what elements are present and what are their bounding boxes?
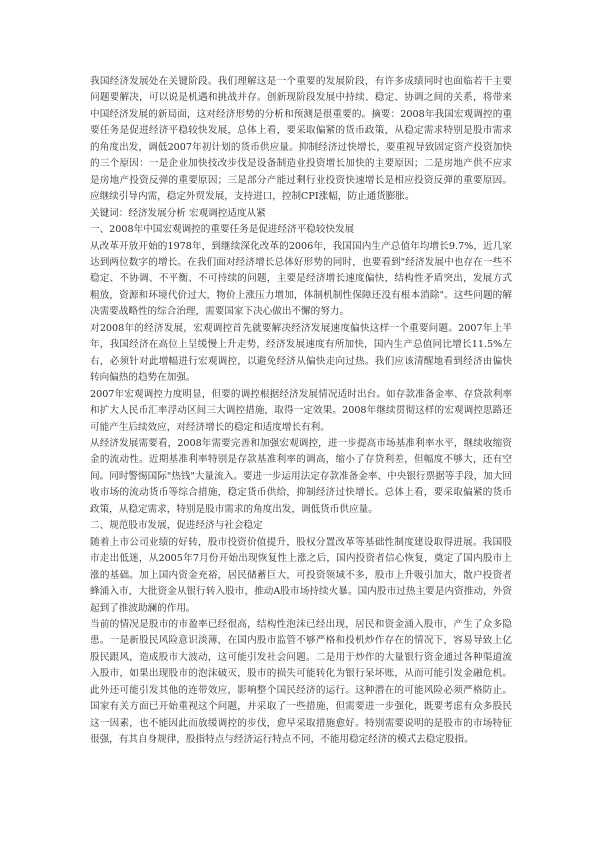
- section-heading-2: 二、规范股市发展，促进经济与社会稳定: [90, 520, 263, 532]
- body-paragraph: 2007年宏观调控力度明显，但要的调控根据经济发展情况适时出台。如存款准备金率、存贷款利率和扩大人民币汇率浮动区间三大调控措施，取得一定效果。2008年继续贯彻这样的宏观调控思路还可能产生后续效应，对经济增长的稳定和适度增长有利。: [90, 388, 512, 433]
- body-paragraph: 从改革开放开始的1978年，到继续深化改革的2006年，我国国内生产总值年均增长9.7%，近几家达到两位数字的增长。在我们面对经济增长总体好形势的同时，也要看到"经济发展中也存在一些不稳定、不协调、不平衡、不可持续的问题，主要是经济增长速度偏快，结构性矛盾突出，发展方式粗放，资源和环境代价过大，物价上涨压力增加，体制机制性保障还没有根本消除"。这些问题的解决需要战略性的综合治理，需要国家下决心做出不懈的努力。: [90, 240, 512, 318]
- body-paragraph: 对2008年的经济发展，宏观调控首先就要解决经济发展速度偏快这样一个重要问题。2007年上半年，我国经济在高位上呈缓慢上升走势，经济发展速度有所加快，国内生产总值同比增长11.5%左右，必须针对此增幅进行宏观调控，以避免经济从偏快走向过热。我们应该清醒地看到经济由偏快转向偏热的趋势在加强。: [90, 322, 512, 384]
- body-paragraph: 随着上市公司业绩的好转，股市投资价值提升，股权分置改革等基础性制度建设取得进展。我国股市走出低迷，从2005年7月份开始出现恢复性上涨之后，国内投资者信心恢复，奠定了国内股市上涨的基础。加上国内资金充裕，居民储蓄巨大，可投资领域不多，股市上升吸引加大，散户投资者蜂涌入市，大批资金从银行转入股市，推动A股市场持续火暴。国内股市过热主要是内资推动，外资起到了推波助澜的作用。: [90, 536, 512, 614]
- keywords-line: 关键词：经济发展分析 宏观调控适度从紧: [90, 207, 266, 219]
- article-body: [90, 74, 512, 749]
- body-paragraph: 当前的情况是股市的市盈率已经很高，结构性泡沫已经出现，居民和资金涌入股市，产生了众多隐患。一是新股民风险意识淡薄，在国内股市监管不够严格和投机炒作存在的情况下，容易导致上亿股民跟风，造成股市大波动，这可能引发社会问题。二是用于炒作的大量银行资金通过各种渠道流入股市，如果出现股市的泡沫破灭，股市的损失可能转化为银行呆坏账，从而可能引发金融危机。此外还可能引发其他的连带效应，影响整个国民经济的运行。这种潜在的可能风险必须严格防止。国家有关方面已开始重视这个问题，并采取了一些措施，但需要进一步强化，既要考虑有众多股民这一因素，也不能因此而放缓调控的步伐，愈早采取措施愈好。特别需要说明的是股市的市场特征很强，有其自身规律，股指特点与经济运行特点不同，不能用稳定经济的模式去稳定股指。: [90, 618, 512, 746]
- intro-abstract-paragraph: 我国经济发展处在关键阶段。我们理解这是一个重要的发展阶段，有许多成绩同时也面临若干主要问题要解决，可以说是机遇和挑战并存。创新现阶段发展中持续、稳定、协调之间的关系，将带来中国经济发展的新局面，这对经济形势的分析和预测是很重要的。摘要：2008年我国宏观调控的重要任务是促进经济平稳较快发展，总体上看，要采取偏紧的货币政策，从稳定需求特别是股市需求的角度出发，调低2007年初计划的货币供应量。抑制经济过快增长，要重视导致固定资产投资加快的三个原因：一是企业加快技改步伐是设备制造业投资增长加快的主要原因；二是房地产供不应求是房地产投资反弹的重要原因；三是部分产能过剩行业投资快速增长是相应投资反弹的重要原因。应继续引导内需，稳定外贸发展，支持进口，控制CPI涨幅，防止通货膨胀。: [90, 76, 512, 203]
- section-heading-1: 一、2008年中国宏观调控的重要任务是促进经济平稳较快发展: [90, 224, 355, 236]
- body-paragraph: 从经济发展需要看，2008年需要完善和加强宏观调控，进一步提高市场基准利率水平，继续收缩资金的流动性。近期基准利率特别是存款基准利率的调高，缩小了存贷利差，但幅度不够大，还有空间。同时警惕国际"热钱"大量流入。要进一步运用法定存款准备金率、中央银行票据等手段，加大回收市场的流动货币等综合措施，稳定货币供给，抑制经济过快增长。总体上看，要采取偏紧的货币政策，从稳定需求，特别是股市需求的角度出发，调低货币供应量。: [90, 437, 512, 515]
